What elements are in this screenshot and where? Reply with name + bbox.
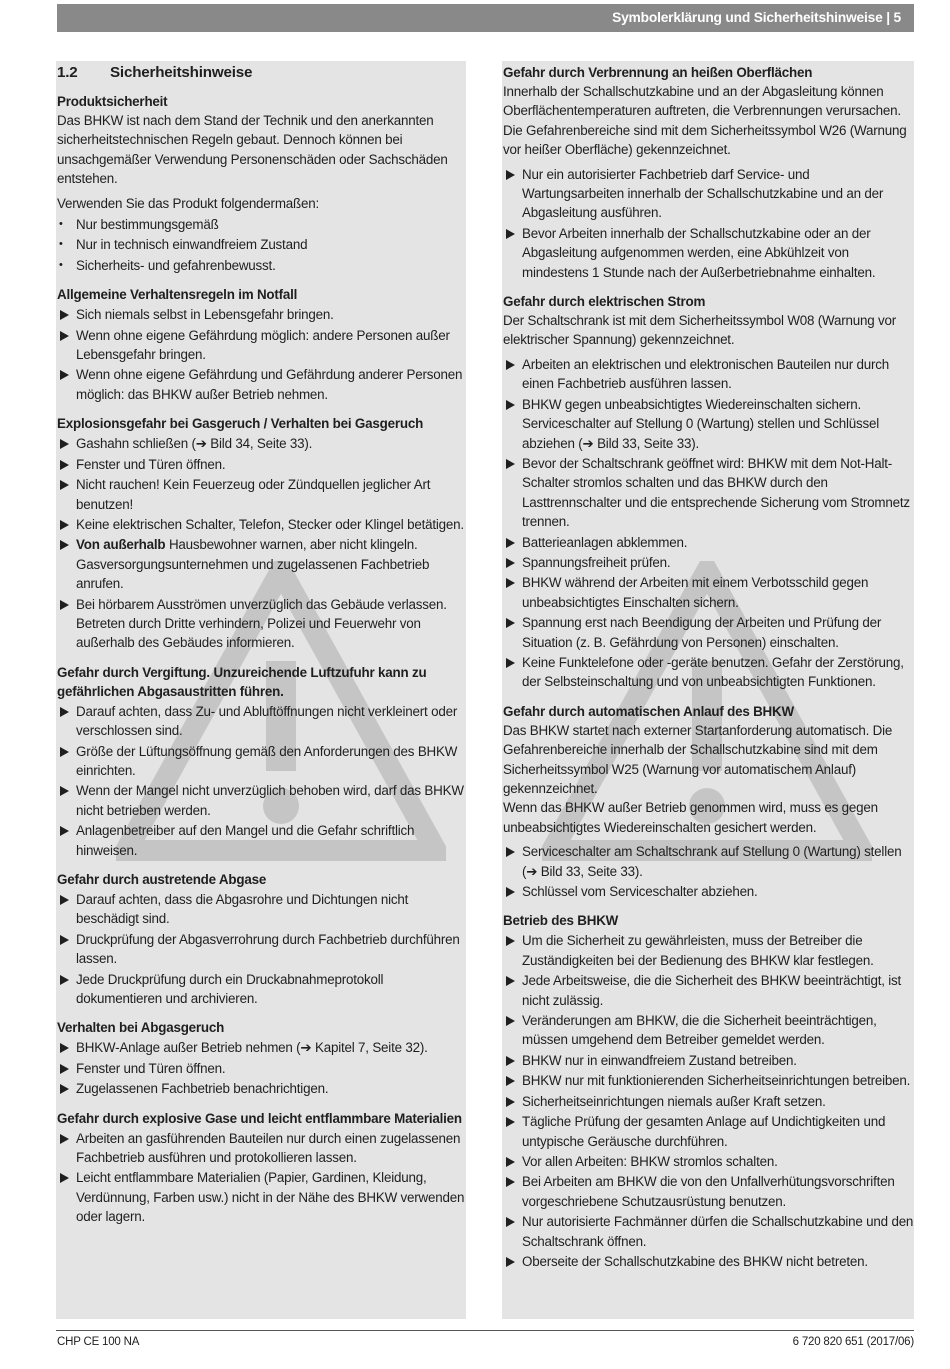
instruction-list — [503, 165, 914, 282]
list-item: Bevor Arbeiten innerhalb der Schallschutzkabine oder an der Abgasleitung aufgenommen werden, eine Abkühlzeit von mindestens 1 Stunde nach der Außerbetriebnahme einhalten. — [503, 224, 914, 282]
list-item: Batterieanlagen abklemmen. — [503, 533, 914, 552]
list-item: Vor allen Arbeiten: BHKW stromlos schalten. — [503, 1152, 914, 1171]
instruction-list — [57, 890, 466, 1008]
instruction-list — [57, 702, 466, 860]
list-item: Wenn der Mangel nicht unverzüglich behoben wird, darf das BHKW nicht betrieben werden. — [57, 781, 466, 820]
list-item: Sicherheitseinrichtungen niemals außer Kraft setzen. — [503, 1092, 914, 1111]
list-item: Fenster und Türen öffnen. — [57, 1059, 466, 1078]
list-item: Keine elektrischen Schalter, Telefon, Stecker oder Klingel betätigen. — [57, 515, 466, 534]
footer-product-name: CHP CE 100 NA — [57, 1336, 140, 1348]
header-title: Symbolerklärung und Sicherheitshinweise | 5 — [612, 10, 901, 26]
list-item: Jede Druckprüfung durch ein Druckabnahmeprotokoll dokumentieren und archivieren. — [57, 970, 466, 1009]
list-item: Anlagenbetreiber auf den Mangel und die Gefahr schriftlich hinweisen. — [57, 821, 466, 860]
list-item: Jede Arbeitsweise, die die Sicherheit des BHKW beeinträchtigt, ist nicht zulässig. — [503, 971, 914, 1010]
heading-notfall: Allgemeine Verhaltensregeln im Notfall — [57, 287, 298, 303]
instruction-list — [503, 355, 914, 692]
list-item: Größe der Lüftungsöffnung gemäß den Anforderungen des BHKW einrichten. — [57, 742, 466, 781]
list-item: Arbeiten an elektrischen und elektronischen Bauteilen nur durch einen Fachbetrieb ausführen lassen. — [503, 355, 914, 394]
instruction-list — [57, 434, 466, 652]
heading-anlauf: Gefahr durch automatischen Anlauf des BHKW — [503, 703, 794, 719]
list-item: Veränderungen am BHKW, die die Sicherheit beeinträchtigen, müssen umgehend dem Betreiber gemeldet werden. — [503, 1011, 914, 1050]
section-number: 1.2 — [57, 64, 78, 81]
instruction-list — [503, 931, 914, 1271]
list-item: Sich niemals selbst in Lebensgefahr bringen. — [57, 305, 466, 324]
list-item: • Sicherheits- und gefahrenbewusst. — [57, 256, 466, 275]
list-item: Schlüssel vom Serviceschalter abziehen. — [503, 882, 914, 901]
heading-produktsicherheit: Produktsicherheit — [57, 94, 168, 109]
list-item: Bei Arbeiten am BHKW die von den Unfallverhütungsvorschriften vorgeschriebene Schutzausrüstung benutzen. — [503, 1172, 914, 1211]
instruction-list — [57, 1129, 466, 1227]
list-item: BHKW-Anlage außer Betrieb nehmen (➔ Kapitel 7, Seite 32). — [57, 1038, 466, 1057]
section-heading — [57, 63, 466, 83]
list-item: Bevor der Schaltschrank geöffnet wird: BHKW mit dem Not-Halt-Schalter stromlos schalten und das BHKW durch den Lasttrennschalter und die entsprechende Sicherung vom Stromnetz trennen. — [503, 454, 914, 532]
paragraph: Das BHKW startet nach externer Startanforderung automatisch. Die Gefahrenbereiche innerhalb der Schallschutzkabine sind mit dem Sicherheitssymbol W25 (Warnung vor automatischem Anlauf) gekennzeichnet. — [503, 722, 893, 796]
list-item: Wenn ohne eigene Gefährdung möglich: andere Personen außer Lebensgefahr bringen. — [57, 326, 466, 365]
list-item: Zugelassenen Fachbetrieb benachrichtigen. — [57, 1079, 466, 1098]
list-item: Leicht entflammbare Materialien (Papier, Gardinen, Kleidung, Verdünnung, Farben usw.) nicht in der Nähe des BHKW verwenden oder lagern. — [57, 1168, 466, 1226]
list-item: BHKW nur in einwandfreiem Zustand betreiben. — [503, 1051, 914, 1070]
paragraph: Innerhalb der Schallschutzkabine und an der Abgasleitung können Oberflächentemperaturen auftreten, die Verbrennungen verursachen. Die Gefahrenbereiche sind mit dem Sicherheitssymbol W26 (Warnung vor heißer Oberfläche) gekennzeichnet. — [503, 84, 907, 158]
list-item: Spannungsfreiheit prüfen. — [503, 553, 914, 572]
heading-strom: Gefahr durch elektrischen Strom — [503, 294, 706, 310]
list-item-text: Hausbewohner warnen, aber nicht klingeln. Gasversorgungsunternehmen und zugelassenen Fachbetrieb anrufen. — [76, 537, 430, 592]
list-item: BHKW während der Arbeiten mit einem Verbotsschild gegen unbeabsichtigtes Einschalten sichern. — [503, 573, 914, 612]
emphasis-text: Von außerhalb — [76, 537, 166, 553]
footer-divider — [56, 1330, 914, 1331]
instruction-list — [57, 1038, 466, 1098]
paragraph: Der Schaltschrank ist mit dem Sicherheitssymbol W08 (Warnung vor elektrischer Spannung) gekennzeichnet. — [503, 313, 897, 348]
list-item: BHKW gegen unbeabsichtigtes Wiedereinschalten sichern. Serviceschalter auf Stellung 0 (Wartung) stellen und Schlüssel abziehen (➔ Bild 33, Seite 33). — [503, 395, 914, 453]
heading-abgasgeruch: Verhalten bei Abgasgeruch — [57, 1020, 225, 1036]
heading-explosion: Explosionsgefahr bei Gasgeruch / Verhalten bei Gasgeruch — [57, 416, 424, 432]
page-header — [57, 4, 914, 32]
heading-verbrennung: Gefahr durch Verbrennung an heißen Oberflächen — [503, 65, 813, 80]
list-item: Arbeiten an gasführenden Bauteilen nur durch einen zugelassenen Fachbetrieb ausführen und protokollieren lassen. — [57, 1129, 466, 1168]
list-item: Nur ein autorisierter Fachbetrieb darf Service- und Wartungsarbeiten innerhalb der Schallschutzkabine und an der Abgasleitung ausführen. — [503, 165, 914, 223]
bullet-list — [57, 215, 466, 275]
paragraph: Wenn das BHKW außer Betrieb genommen wird, muss es gegen unbeabsichtigtes Wiedereinschalten gesichert werden. — [503, 800, 878, 835]
list-item: Wenn ohne eigene Gefährdung und Gefährdung anderer Personen möglich: das BHKW außer Betrieb nehmen. — [57, 365, 466, 404]
footer-document-number: 6 720 820 651 (2017/06) — [792, 1336, 914, 1348]
paragraph: Das BHKW ist nach dem Stand der Technik und den anerkannten sicherheitstechnischen Regeln gebaut. Dennoch können bei unsachgemäßer Verwendung Personenschäden oder Sachschäden entstehen. — [57, 113, 448, 187]
list-item: Spannung erst nach Beendigung der Arbeiten und Prüfung der Situation (z. B. Gefährdung von Personen) einschalten. — [503, 613, 914, 652]
list-item: Nicht rauchen! Kein Feuerzeug oder Zündquellen jeglicher Art benutzen! — [57, 475, 466, 514]
section-title: Sicherheitshinweise — [110, 64, 253, 81]
list-item: Keine Funktelefone oder -geräte benutzen. Gefahr der Zerstörung, der Selbsteinschaltung und von unbeabsichtigten Funktionen. — [503, 653, 914, 692]
list-item: Darauf achten, dass die Abgasrohre und Dichtungen nicht beschädigt sind. — [57, 890, 466, 929]
list-item: Gashahn schließen (➔ Bild 34, Seite 33). — [57, 434, 466, 453]
list-item: Fenster und Türen öffnen. — [57, 455, 466, 474]
instruction-list — [57, 305, 466, 404]
heading-explosive-gase: Gefahr durch explosive Gase und leicht entflammbare Materialien — [57, 1110, 462, 1126]
heading-vergiftung: Gefahr durch Vergiftung. Unzureichende Luftzufuhr kann zu gefährlichen Abgasaustritten führen. — [57, 664, 427, 699]
list-item: BHKW nur mit funktionierenden Sicherheitseinrichtungen betreiben. — [503, 1071, 914, 1090]
instruction-list — [503, 842, 914, 901]
list-item: Oberseite der Schallschutzkabine des BHKW nicht betreten. — [503, 1252, 914, 1271]
list-item: Nur autorisierte Fachmänner dürfen die Schallschutzkabine und den Schaltschrank öffnen. — [503, 1212, 914, 1251]
list-item: Darauf achten, dass Zu- und Abluftöffnungen nicht verkleinert oder verschlossen sind. — [57, 702, 466, 741]
list-item — [57, 535, 466, 593]
list-item: Um die Sicherheit zu gewährleisten, muss der Betreiber die Zuständigkeiten bei der Bedienung des BHKW klar festlegen. — [503, 931, 914, 970]
paragraph: Verwenden Sie das Produkt folgendermaßen: — [57, 195, 320, 211]
heading-abgase: Gefahr durch austretende Abgase — [57, 872, 267, 887]
list-item: Tägliche Prüfung der gesamten Anlage auf Undichtigkeiten und untypische Geräusche durchführen. — [503, 1112, 914, 1151]
list-item: Druckprüfung der Abgasverrohrung durch Fachbetrieb durchführen lassen. — [57, 930, 466, 969]
list-item: Bei hörbarem Ausströmen unverzüglich das Gebäude verlassen. Betreten durch Dritte verhindern, Polizei und Feuerwehr von außerhalb des Gebäudes informieren. — [57, 595, 466, 653]
list-item: • Nur bestimmungsgemäß — [57, 215, 466, 234]
heading-betrieb: Betrieb des BHKW — [503, 913, 619, 929]
list-item: • Nur in technisch einwandfreiem Zustand — [57, 235, 466, 254]
list-item: Serviceschalter am Schaltschrank auf Stellung 0 (Wartung) stellen (➔ Bild 33, Seite 33). — [503, 842, 914, 881]
left-column — [56, 61, 466, 1319]
right-column — [502, 61, 914, 1319]
